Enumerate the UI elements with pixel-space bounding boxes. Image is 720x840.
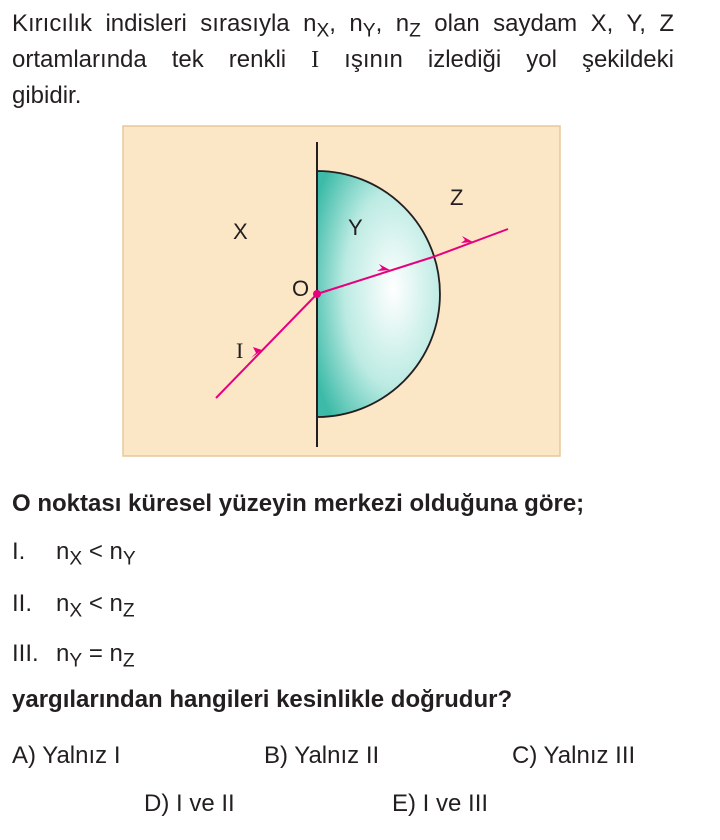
option-b[interactable]: B) Yalnız II [264,742,380,769]
label-o: O [292,276,310,301]
intro-line-3: gibidir. [12,82,82,109]
question-stem: O noktası küresel yüzeyin merkezi olduğuna göre; [12,490,585,517]
question-intro [12,6,674,114]
option-c[interactable]: C) Yalnız III [512,742,636,769]
optics-figure [122,125,562,465]
ray-symbol: I [311,47,320,73]
label-x: X [233,219,248,244]
option-e[interactable]: E) I ve III [392,790,489,817]
label-y: Y [348,215,363,240]
point-o-dot [313,290,321,298]
label-z: Z [450,185,464,210]
intro-line-1: Kırıcılık indisleri sırasıyla $n_X$, $n_Y$, $n_Z$ olan saydam X, Y, Z [12,10,675,42]
statement-1: I. $n_X < n_Y$ [12,538,136,570]
statement-2: II. $n_X < n_Z$ [12,590,135,622]
intro-line-2: ortamlarında tek renkli I ışının izlediği yol şekildeki [12,46,674,73]
option-a[interactable]: A) Yalnız I [12,742,121,769]
statement-3: III. $n_Y = n_Z$ [12,640,135,672]
label-ray-i: I [236,338,244,363]
question-closing: yargılarından hangileri kesinlikle doğrudur? [12,686,513,713]
refraction-diagram [122,125,562,460]
option-d[interactable]: D) I ve II [144,790,235,817]
